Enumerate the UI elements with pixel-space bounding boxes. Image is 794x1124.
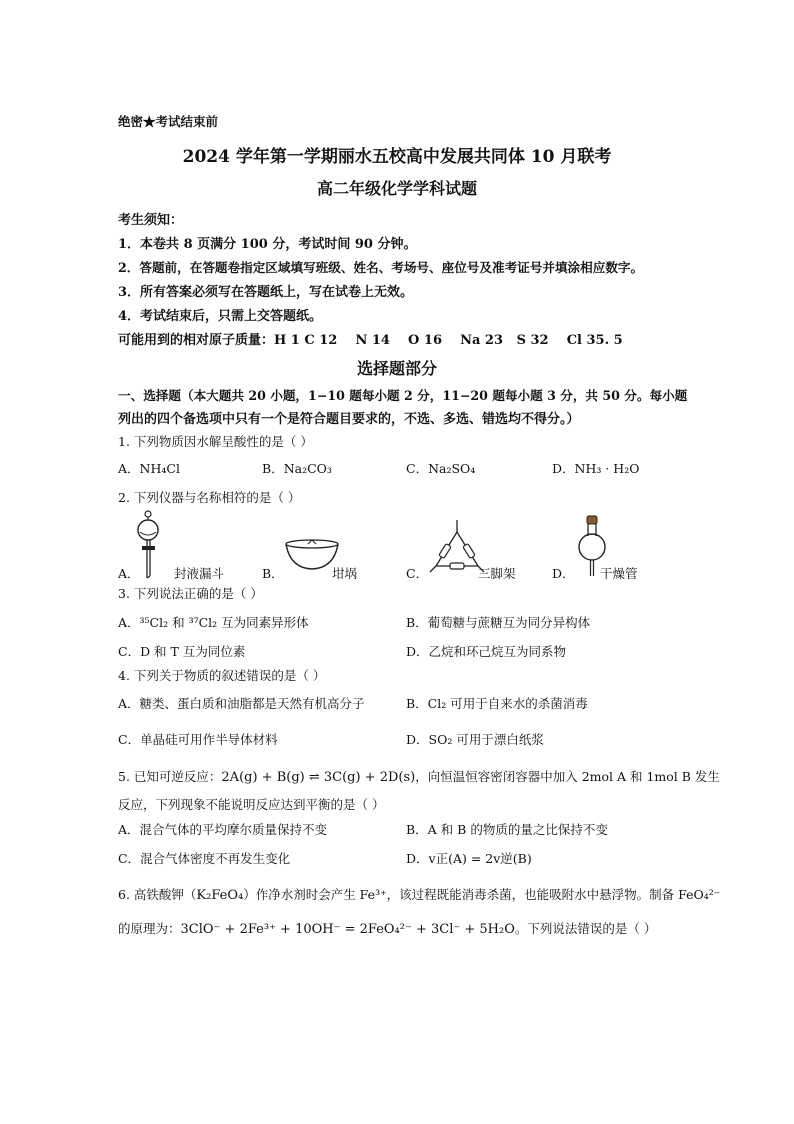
q5-equation: 2A(g) + B(g) ⇌ 3C(g) + 2D(s) <box>221 770 416 785</box>
q6-line1-b: ）作净水剂时会产生 Fe³⁺，该过程既能消毒杀菌，也能吸附水中悬浮物。制备 FeO₄²⁻ <box>243 887 721 902</box>
q6-line2-a: 的原理为： <box>118 921 181 936</box>
q1-a-label: A． <box>118 461 140 476</box>
exam-title: 2024 学年第一学期丽水五校高中发展共同体 10 月联考 <box>182 147 612 167</box>
secret-mark: 绝密★考试结束前 <box>118 114 219 129</box>
q5-option-c: C．混合气体密度不再发生变化 <box>118 851 291 866</box>
q6-line2 <box>118 919 656 937</box>
q2-c-name: 三脚架 <box>478 566 516 581</box>
notice-item-1: 1．本卷共 8 页满分 100 分，考试时间 90 分钟。 <box>118 237 417 252</box>
q1-b-text: Na₂CO₃ <box>283 461 332 476</box>
q2-option-a <box>118 564 140 582</box>
q3-option-b: B．葡萄糖与蔗糖互为同分异构体 <box>406 615 591 630</box>
q2-option-c <box>406 564 428 582</box>
q4-option-c: C．单晶硅可用作半导体材料 <box>118 732 278 747</box>
q2-b-label: B． <box>262 566 284 581</box>
q2-stem: 2. 下列仪器与名称相符的是（ ） <box>118 490 301 505</box>
q5-option-b: B．A 和 B 的物质的量之比保持不变 <box>406 822 608 837</box>
notice-item-2: 2．答题前，在答题卷指定区域填写班级、姓名、考场号、座位号及准考证号并填涂相应数字。 <box>118 260 644 275</box>
q3-stem: 3. 下列说法正确的是（ ） <box>118 586 263 601</box>
notice-item-3: 3．所有答案必须写在答题纸上，写在试卷上无效。 <box>118 285 414 300</box>
section-intro-line2: 列出的四个备选项中只有一个是符合题目要求的，不选、多选、错选均不得分。） <box>118 412 580 427</box>
q2-c-label: C． <box>406 566 429 581</box>
q6-line1-a: 6. 高铁酸钾（ <box>118 887 197 902</box>
q5-option-a: A．混合气体的平均摩尔质量保持不变 <box>118 822 328 837</box>
q3-option-a: A．³⁵Cl₂ 和 ³⁷Cl₂ 互为同素异形体 <box>118 615 309 630</box>
q1-d-label: D． <box>552 461 575 476</box>
q1-option-a <box>118 459 180 477</box>
notice-item-4: 4．考试结束后，只需上交答题纸。 <box>118 309 323 324</box>
q6-line1 <box>118 885 720 903</box>
q6-line2-b: 。下列说法错误的是（ ） <box>514 921 657 936</box>
q1-option-d <box>552 459 639 477</box>
q2-a-label: A． <box>118 566 140 581</box>
q1-option-c <box>406 459 475 477</box>
q4-option-d: D．SO₂ 可用于漂白纸浆 <box>406 732 544 747</box>
section-intro-line1: 一、选择题（本大题共 20 小题，1−10 题每小题 2 分，11−20 题每小题 3 分，共 50 分。每小题 <box>118 388 688 403</box>
q5-stem-suffix: ，向恒温恒容密闭容器中加入 2mol A 和 1mol B 发生 <box>415 769 720 784</box>
q2-option-b <box>262 564 284 582</box>
q2-option-d <box>552 564 575 582</box>
q2-a-name: 封液漏斗 <box>174 566 225 581</box>
q2-b-name: 坩埚 <box>332 566 358 581</box>
q1-b-label: B． <box>262 461 284 476</box>
q5-stem-prefix: 5. 已知可逆反应： <box>118 769 222 784</box>
q1-c-label: C． <box>406 461 429 476</box>
exam-subtitle: 高二年级化学学科试题 <box>316 179 477 198</box>
q6-formula: K₂FeO₄ <box>196 888 244 903</box>
q4-stem: 4. 下列关于物质的叙述错误的是（ ） <box>118 668 326 683</box>
q1-a-text: NH₄Cl <box>139 461 180 476</box>
q1-option-b <box>262 459 332 477</box>
q2-d-label: D． <box>552 566 575 581</box>
q4-option-b: B．Cl₂ 可用于自来水的杀菌消毒 <box>406 696 588 711</box>
q6-equation: 3ClO⁻ + 2Fe³⁺ + 10OH⁻ = 2FeO₄²⁻ + 3Cl⁻ + 5H₂O <box>180 922 515 937</box>
q1-c-text: Na₂SO₄ <box>428 461 476 476</box>
q5-stem-line2: 反应，下列现象不能说明反应达到平衡的是（ ） <box>118 797 385 812</box>
q2-d-name: 干燥管 <box>600 566 638 581</box>
q4-option-a: A．糖类、蛋白质和油脂都是天然有机高分子 <box>118 696 365 711</box>
q3-option-d: D．乙烷和环己烷互为同系物 <box>406 644 567 659</box>
q1-stem: 1. 下列物质因水解呈酸性的是（ ） <box>118 434 313 449</box>
q5-stem-line1 <box>118 767 720 785</box>
q5-option-d: D．v正(A) = 2v逆(B) <box>406 851 532 866</box>
notice-heading: 考生须知： <box>118 213 184 228</box>
section-title: 选择题部分 <box>356 359 437 378</box>
atomic-masses: 可能用到的相对原子质量：H 1 C 12 N 14 O 16 Na 23 S 32 Cl 35. 5 <box>118 333 623 348</box>
q3-option-c: C．D 和 T 互为同位素 <box>118 644 246 659</box>
q1-d-text: NH₃ · H₂O <box>574 461 640 476</box>
